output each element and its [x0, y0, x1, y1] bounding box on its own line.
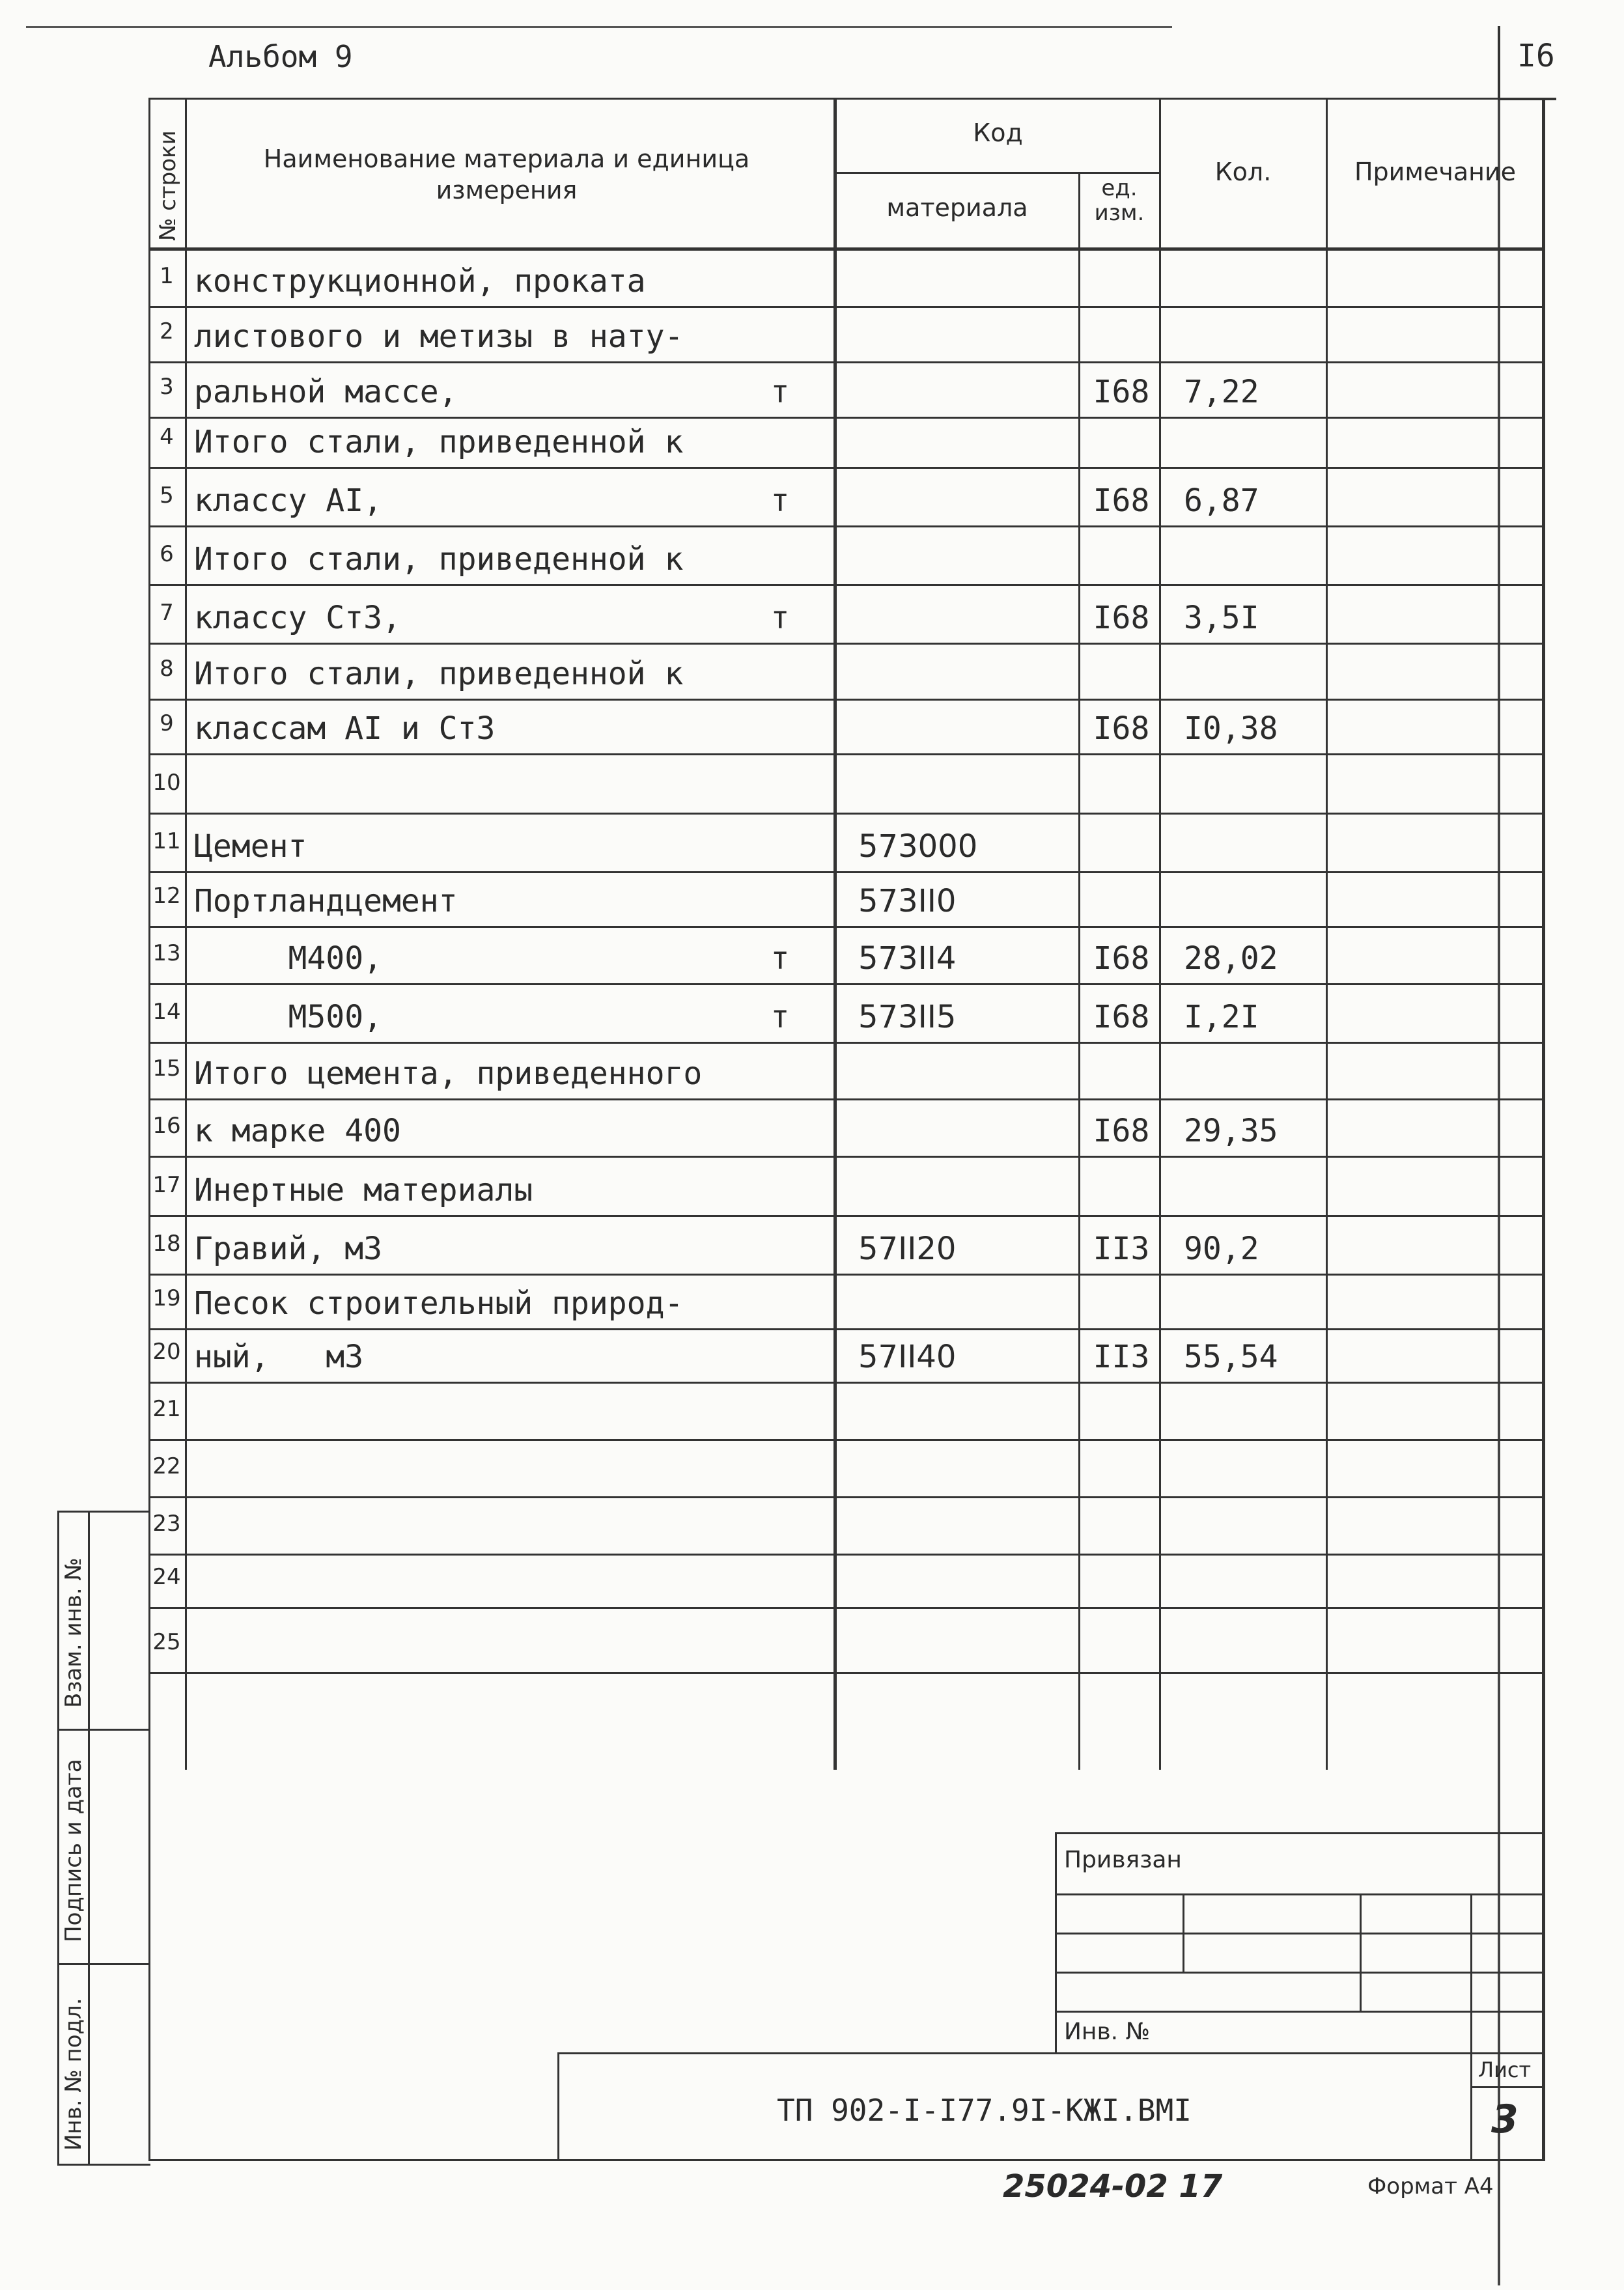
- stamp-line: [1183, 1893, 1184, 1972]
- grid-line: [148, 247, 1545, 251]
- stamp-line: [1542, 1770, 1545, 2160]
- header-code: Код: [973, 119, 1023, 147]
- grid-line: [833, 98, 837, 1770]
- material-name: конструкционной, проката: [194, 263, 646, 300]
- quantity: 28,02: [1184, 940, 1278, 977]
- grid-line: [148, 871, 1545, 873]
- material-name: ный, м3: [194, 1339, 364, 1375]
- material-name: Цемент: [194, 828, 307, 865]
- grid-line: [185, 98, 187, 1770]
- unit-code: I68: [1093, 710, 1150, 747]
- material-unit: т: [770, 482, 790, 519]
- grid-line: [148, 525, 1545, 527]
- header-name: Наименование материала и единица измерения: [263, 145, 750, 204]
- row-number: 11: [152, 828, 181, 854]
- header-row-no-text: № строки: [155, 130, 181, 241]
- row-number: 17: [152, 1172, 181, 1198]
- quantity: I,2I: [1184, 999, 1259, 1035]
- unit-code: I68: [1093, 999, 1150, 1035]
- material-name: Итого цемента, приведенного: [194, 1055, 703, 1092]
- side-label-exchange-inv: Взам. инв. №: [61, 1557, 87, 1708]
- unit-code: II3: [1093, 1231, 1150, 1267]
- quantity: I0,38: [1184, 710, 1278, 747]
- side-frame: [57, 1511, 150, 2166]
- material-unit: т: [770, 940, 790, 977]
- row-number: 10: [152, 770, 181, 796]
- grid-line: [148, 584, 1545, 586]
- material-unit: т: [770, 600, 790, 636]
- grid-line: [148, 926, 1545, 928]
- grid-line: [148, 753, 1545, 755]
- grid-line: [148, 1215, 1545, 1217]
- quantity: 3,5I: [1184, 600, 1259, 636]
- format-label: Формат А4: [1367, 2173, 1494, 2199]
- grid-line: [1542, 98, 1545, 1770]
- material-code: 573II0: [858, 883, 957, 919]
- material-name: Инертные материалы: [194, 1172, 533, 1208]
- unit-code: I68: [1093, 940, 1150, 977]
- row-number: 8: [160, 656, 174, 682]
- grid-line: [148, 1439, 1545, 1441]
- title-block: [148, 1770, 1548, 2160]
- material-unit: т: [770, 999, 790, 1035]
- unit-code: I68: [1093, 1113, 1150, 1149]
- grid-line: [148, 813, 1545, 815]
- grid-line: [148, 361, 1545, 363]
- material-unit: т: [770, 374, 790, 410]
- archive-number: 25024-02 17: [1003, 2168, 1223, 2205]
- stamp-sheet-number: 3: [1491, 2097, 1519, 2142]
- grid-line: [148, 1328, 1545, 1330]
- grid-line: [1159, 98, 1161, 1770]
- header-material-code: материала: [886, 193, 1028, 222]
- side-divider: [88, 1513, 90, 2164]
- row-number: 15: [152, 1055, 181, 1082]
- stamp-line: [1055, 1832, 1057, 2054]
- stamp-sheet-label: Лист: [1478, 2058, 1532, 2082]
- header-quantity: Кол.: [1214, 158, 1272, 186]
- material-name: Итого стали, приведенной к: [194, 424, 684, 460]
- quantity: 6,87: [1184, 482, 1259, 519]
- row-number: 3: [160, 374, 174, 400]
- stamp-line: [1470, 1893, 1472, 2160]
- material-code: 57II20: [858, 1231, 957, 1267]
- quantity: 29,35: [1184, 1113, 1278, 1149]
- row-number: 6: [160, 541, 174, 567]
- grid-line: [148, 699, 1545, 701]
- row-number: 14: [152, 999, 181, 1025]
- grid-line: [148, 1554, 1545, 1556]
- material-name: Итого стали, приведенной к: [194, 541, 684, 578]
- row-number: 5: [160, 482, 174, 509]
- grid-line: [148, 1042, 1545, 1044]
- material-name: ральной массе,: [194, 374, 458, 410]
- unit-code: I68: [1093, 374, 1150, 410]
- material-name: М500,: [194, 999, 382, 1035]
- material-name: М400,: [194, 940, 382, 977]
- stamp-doc-code: ТП 902-I-I77.9I-КЖI.ВМI: [777, 2093, 1192, 2128]
- grid-line: [1078, 172, 1080, 1770]
- grid-line: [148, 1382, 1545, 1384]
- row-number: 19: [152, 1285, 181, 1311]
- material-code: 573II4: [858, 940, 957, 977]
- side-divider: [59, 1963, 150, 1965]
- stamp-line: [148, 1770, 150, 2160]
- stamp-line: [1360, 1893, 1362, 2011]
- grid-line: [148, 1156, 1545, 1158]
- material-name: к марке 400: [194, 1113, 401, 1149]
- grid-line: [148, 306, 1545, 308]
- grid-line: [833, 172, 1159, 174]
- row-number: 25: [152, 1629, 181, 1655]
- grid-line: [148, 1274, 1545, 1276]
- row-number: 18: [152, 1231, 181, 1257]
- grid-line: [1326, 98, 1328, 1770]
- row-number: 13: [152, 940, 181, 966]
- row-number: 4: [160, 424, 174, 450]
- album-label: Альбом 9: [208, 39, 353, 74]
- row-number: 21: [152, 1396, 181, 1422]
- stamp-line: [1055, 1832, 1545, 1834]
- material-name: Песок строительный природ-: [194, 1285, 684, 1322]
- stamp-inv-label: Инв. №: [1064, 2018, 1151, 2045]
- side-label-orig-inv: Инв. № подл.: [61, 1998, 87, 2151]
- stamp-line: [148, 2159, 1545, 2161]
- row-number: 22: [152, 1453, 181, 1479]
- header-note: Примечание: [1354, 158, 1517, 186]
- material-name: Гравий, м3: [194, 1231, 382, 1267]
- side-divider: [59, 1729, 150, 1731]
- materials-table: [148, 98, 1548, 1770]
- row-number: 12: [152, 883, 181, 909]
- row-number: 16: [152, 1113, 181, 1139]
- material-name: листового и метизы в нату-: [194, 318, 684, 355]
- top-rule: [26, 26, 1172, 28]
- row-number: 23: [152, 1511, 181, 1537]
- side-label-sign-date: Подпись и дата: [61, 1759, 87, 1942]
- grid-line: [148, 1672, 1545, 1674]
- row-number: 9: [160, 710, 174, 736]
- quantity: 55,54: [1184, 1339, 1278, 1375]
- grid-line: [148, 1098, 1545, 1100]
- quantity: 90,2: [1184, 1231, 1259, 1267]
- row-number: 2: [160, 318, 174, 344]
- page-number: I6: [1517, 38, 1555, 74]
- row-number: 20: [152, 1339, 181, 1365]
- material-code: 573II5: [858, 999, 957, 1035]
- unit-code: I68: [1093, 482, 1150, 519]
- header-row-no: [148, 104, 185, 247]
- stamp-line: [1470, 2086, 1545, 2088]
- unit-code: I68: [1093, 600, 1150, 636]
- material-name: классам АI и Ст3: [194, 710, 496, 747]
- stamp-line: [557, 2052, 1545, 2054]
- row-number: 24: [152, 1564, 181, 1590]
- stamp-line: [557, 2052, 559, 2160]
- grid-line: [148, 1496, 1545, 1498]
- grid-line: [148, 983, 1545, 985]
- material-name: классу Ст3,: [194, 600, 401, 636]
- stamp-bound-label: Привязан: [1064, 1847, 1182, 1873]
- material-code: 57II40: [858, 1339, 957, 1375]
- material-name: Итого стали, приведенной к: [194, 656, 684, 692]
- grid-line: [148, 1607, 1545, 1609]
- grid-line: [148, 417, 1545, 419]
- material-name: Портландцемент: [194, 883, 458, 919]
- row-number: 7: [160, 600, 174, 626]
- unit-code: II3: [1093, 1339, 1150, 1375]
- grid-line: [148, 98, 1545, 100]
- grid-line: [148, 467, 1545, 469]
- quantity: 7,22: [1184, 374, 1259, 410]
- material-name: классу АI,: [194, 482, 382, 519]
- header-unit-code: ед. изм.: [1094, 175, 1145, 226]
- row-number: 1: [160, 263, 174, 289]
- grid-line: [148, 643, 1545, 645]
- material-code: 573000: [858, 828, 978, 865]
